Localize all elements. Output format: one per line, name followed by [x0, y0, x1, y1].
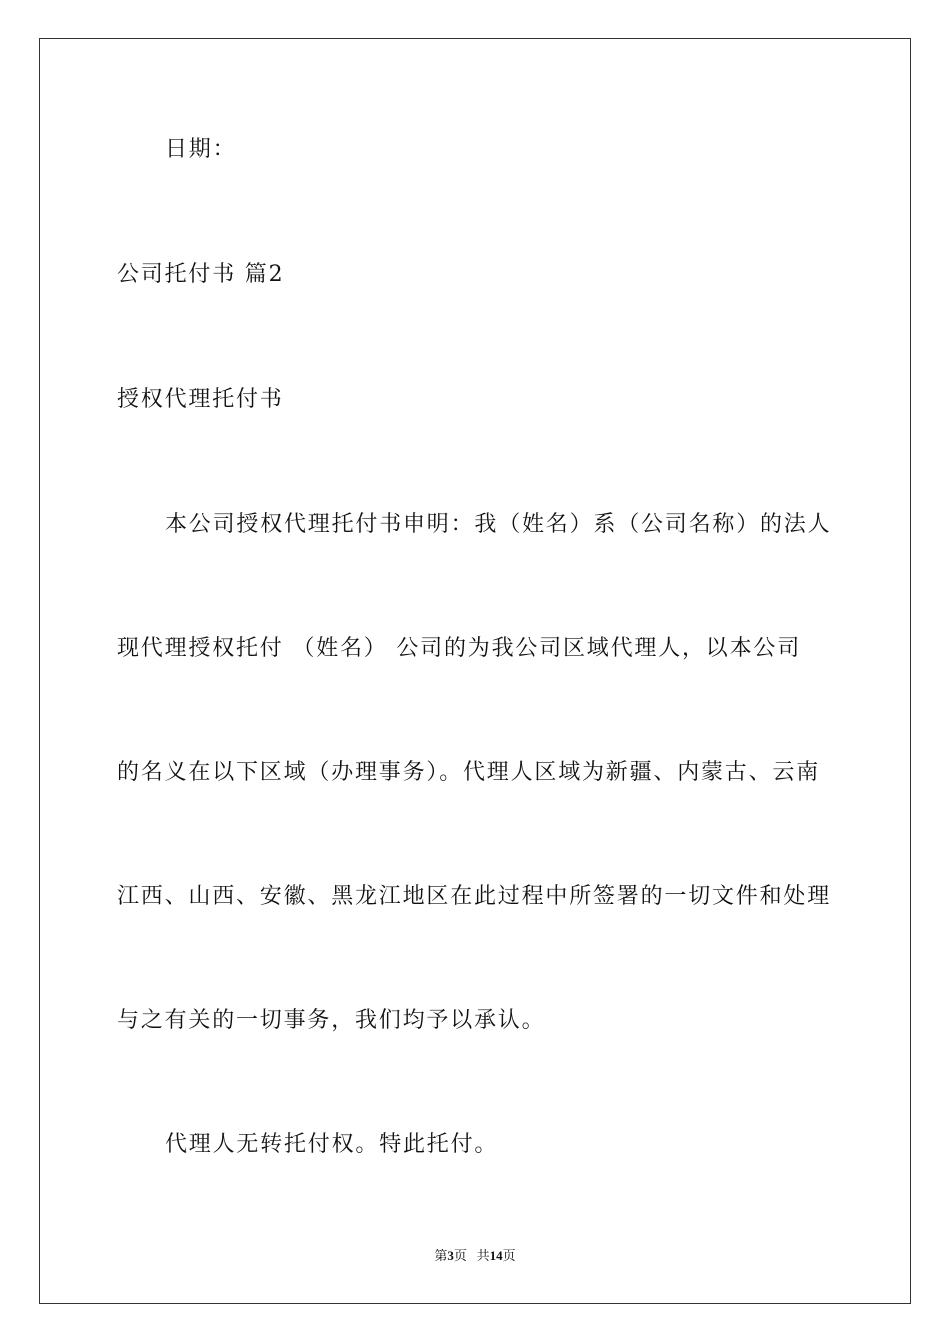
total-pages-number: 14: [489, 1248, 503, 1263]
paragraph-line-1: 本公司授权代理托付书申明：我（姓名）系（公司名称）的法人: [165, 512, 832, 537]
current-page-number: 3: [447, 1248, 454, 1263]
paragraph-line-4: 江西、山西、安徽、黑龙江地区在此过程中所签署的一切文件和处理: [117, 884, 832, 909]
footer-total-prefix: 共: [476, 1248, 490, 1263]
footer-page-suffix: 页: [453, 1248, 467, 1263]
closing-line: 代理人无转托付权。特此托付。: [165, 1132, 499, 1157]
document-subtitle: 授权代理托付书: [117, 387, 284, 412]
footer-total-suffix: 页: [502, 1248, 516, 1263]
page-border: [39, 38, 911, 1304]
paragraph-line-3: 的名义在以下区域（办理事务）。代理人区域为新疆、内蒙古、云南: [117, 760, 821, 785]
paragraph-line-2: 现代理授权托付 （姓名） 公司的为我公司区域代理人，以本公司: [117, 636, 801, 661]
date-label: 日期：: [165, 137, 237, 162]
paragraph-line-5: 与之有关的一切事务，我们均予以承认。: [117, 1008, 546, 1033]
section-heading: 公司托付书 篇2: [117, 262, 285, 287]
footer-prefix: 第: [434, 1248, 448, 1263]
page-footer: [0, 1245, 950, 1264]
